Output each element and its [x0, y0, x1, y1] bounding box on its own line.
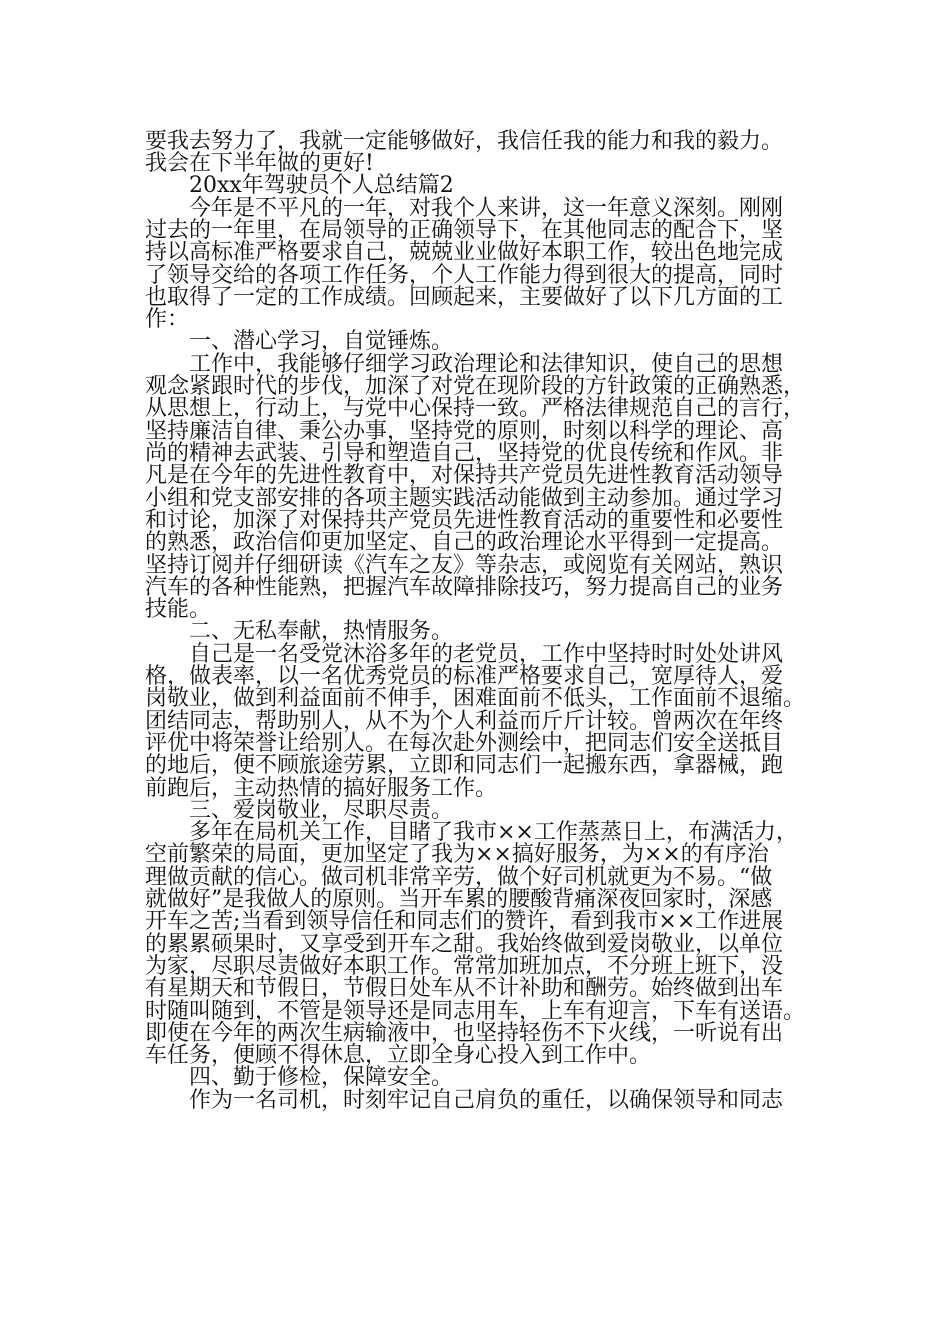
text-line: 岗敬业，做到利益面前不伸手，困难面前不低头，工作面前不退缩。	[145, 686, 806, 711]
text-line: 技能。	[145, 597, 212, 622]
section-title: 20xx年驾驶员个人总结篇2	[189, 173, 454, 198]
heading-1: 一、潜心学习，自觉锤炼。	[189, 329, 454, 354]
text-line: 自己是一名受党沐浴多年的老党员，工作中坚持时时处处讲风	[189, 642, 784, 667]
text-line: 过去的一年里，在局领导的正确领导下，在其他同志的配合下，坚	[145, 218, 784, 243]
text-line: 时随叫随到，不管是领导还是同志用车，上车有迎言，下车有送语。	[145, 999, 806, 1024]
text-line: 要我去努力了，我就一定能够做好，我信任我的能力和我的毅力。	[145, 129, 784, 154]
heading-4: 四、勤于修检，保障安全。	[189, 1065, 454, 1090]
text-line: 评优中将荣誉让给别人。在每次赴外测绘中，把同志们安全送抵目	[145, 731, 784, 756]
text-line: 为家，尽职尽责做好本职工作。常常加班加点，不分班上班下，没	[145, 954, 784, 979]
text-line: 开车之苦;当看到领导信任和同志们的赞许，看到我市××工作进展	[145, 909, 784, 934]
text-line: 格，做表率，以一名优秀党员的标准严格要求自己，宽厚待人，爱	[145, 664, 784, 689]
text-line: 的地后，便不顾旅途劳累，立即和同志们一起搬东西，拿器械，跑	[145, 753, 784, 778]
text-line: 作：	[145, 307, 190, 332]
text-line: 了领导交给的各项工作任务，个人工作能力得到很大的提高，同时	[145, 263, 784, 288]
text-line: 工作中，我能够仔细学习政治理论和法律知识，使自己的思想	[189, 352, 784, 377]
text-line: 即使在今年的两次生病输液中，也坚持轻伤不下火线，一听说有出	[145, 1021, 784, 1046]
text-line: 从思想上，行动上，与党中心保持一致。严格法律规范自己的言行，	[145, 396, 806, 421]
text-line: 坚持廉洁自律、秉公办事，坚持党的原则，时刻以科学的理论、高	[145, 419, 784, 444]
text-line: 我会在下半年做的更好!	[145, 151, 374, 176]
text-line: 有星期天和节假日，节假日处车从不计补助和酬劳。始终做到出车	[145, 976, 784, 1001]
text-line: 的累累硕果时，又享受到开车之甜。我始终做到爱岗敬业，以单位	[145, 932, 784, 957]
text-line: 小组和党支部安排的各项主题实践活动能做到主动参加。通过学习	[145, 486, 784, 511]
text-line: 的熟悉，政治信仰更加坚定、自己的政治理论水平得到一定提高。	[145, 530, 784, 555]
text-line: 车任务，便顾不得休息，立即全身心投入到工作中。	[145, 1043, 652, 1068]
text-line: 理做贡献的信心。做司机非常辛劳，做个好司机就更为不易。“做	[145, 865, 773, 890]
text-line: 也取得了一定的工作成绩。回顾起来，主要做好了以下几方面的工	[145, 285, 784, 310]
text-line: 团结同志，帮助别人，从不为个人利益而斤斤计较。曾两次在年终	[145, 709, 784, 734]
text-line: 作为一名司机，时刻牢记自己肩负的重任，以确保领导和同志	[189, 1088, 784, 1113]
text-line: 坚持订阅并仔细研读《汽车之友》等杂志，或阅览有关网站，熟识	[145, 553, 784, 578]
text-line: 观念紧跟时代的步伐，加深了对党在现阶段的方针政策的正确熟悉，	[145, 374, 806, 399]
text-line: 尚的精神去武装、引导和塑造自己，坚持党的优良传统和作风。非	[145, 441, 784, 466]
text-line: 汽车的各种性能熟，把握汽车故障排除技巧，努力提高自己的业务	[145, 575, 784, 600]
text-line: 和讨论，加深了对保持共产党员先进性教育活动的重要性和必要性	[145, 508, 784, 533]
heading-2: 二、无私奉献，热情服务。	[189, 619, 454, 644]
text-line: 多年在局机关工作，目睹了我市××工作蒸蒸日上，布满活力，	[189, 820, 798, 845]
text-line: 持以高标准严格要求自己，兢兢业业做好本职工作，较出色地完成	[145, 240, 784, 265]
text-line: 前跑后，主动热情的搞好服务工作。	[145, 776, 498, 801]
text-line: 今年是不平凡的一年，对我个人来讲，这一年意义深刻。刚刚	[189, 196, 784, 221]
text-line: 就做好”是我做人的原则。当开车累的腰酸背痛深夜回家时，深感	[145, 887, 773, 912]
text-line: 凡是在今年的先进性教育中，对保持共产党员先进性教育活动领导	[145, 463, 784, 488]
text-line: 空前繁荣的局面，更加坚定了我为××搞好服务，为××的有序治	[145, 842, 769, 867]
heading-3: 三、爱岗敬业，尽职尽责。	[189, 798, 454, 823]
